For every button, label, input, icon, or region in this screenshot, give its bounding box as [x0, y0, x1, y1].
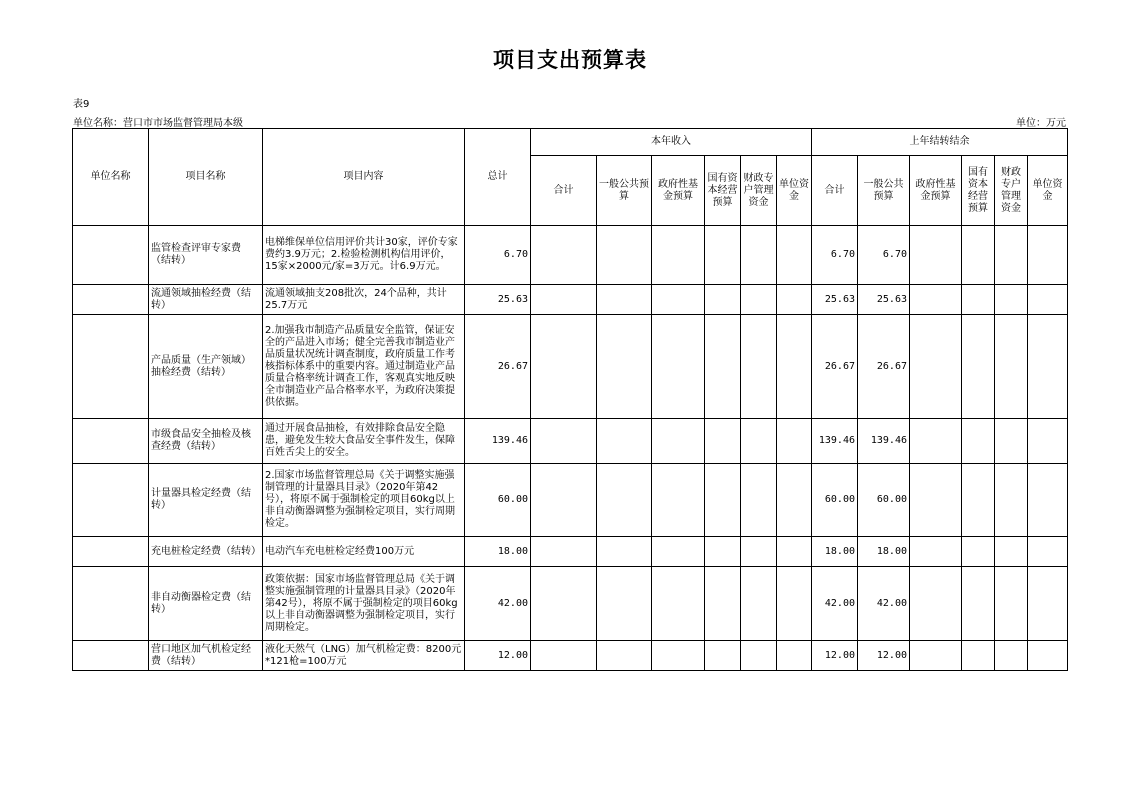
row-project-content: 2.国家市场监督管理总局《关于调整实施强制管理的计量器具目录》（2020年第42号），将原不属于强制检定的项目60kg以上非自动衡器调整为强制检定项目，实行周期检定。 — [263, 464, 465, 537]
row-project-content: 通过开展食品抽检，有效排除食品安全隐患，避免发生较大食品安全事件发生，保障百姓舌尖上的安全。 — [263, 419, 465, 464]
header-fiscal-special: 财政专户管理资金 — [741, 156, 777, 226]
row-project-content: 电梯维保单位信用评价共计30家，评价专家费约3.9万元；2.检验检测机构信用评价，15家×2000元/家=3万元。计6.9万元。 — [263, 226, 465, 285]
header-prev-subtotal: 合计 — [812, 156, 858, 226]
row-unit — [73, 315, 149, 419]
row-unit — [73, 537, 149, 567]
header-prev-carryover: 上年结转结余 — [812, 129, 1068, 156]
row-project-content: 政策依据：国家市场监督管理总局《关于调整实施强制管理的计量器具目录》（2020年第42号），将原不属于强制检定的项目60kg以上非自动衡器调整为强制检定项目，实行周期检定。 — [263, 567, 465, 641]
row-unit — [73, 641, 149, 671]
row-project-name: 计量器具检定经费（结转） — [149, 464, 263, 537]
row-unit — [73, 464, 149, 537]
row-prev-general: 25.63 — [858, 285, 910, 315]
header-state-capital: 国有资本经营预算 — [705, 156, 741, 226]
page-title: 项目支出预算表 — [493, 47, 647, 72]
table-row — [73, 641, 1068, 671]
header-prev-fiscal-special: 财政专户管理资金 — [995, 156, 1028, 226]
row-project-name: 非自动衡器检定费（结转） — [149, 567, 263, 641]
row-total: 60.00 — [465, 464, 531, 537]
row-unit — [73, 419, 149, 464]
budget-table — [72, 128, 1068, 671]
table-row — [73, 315, 1068, 419]
row-project-name: 产品质量（生产领域）抽检经费（结转） — [149, 315, 263, 419]
row-prev-total: 6.70 — [812, 226, 858, 285]
row-prev-general: 6.70 — [858, 226, 910, 285]
header-total: 总计 — [465, 129, 531, 226]
header-project-content: 项目内容 — [263, 129, 465, 226]
row-project-content: 2.加强我市制造产品质量安全监管，保证安全的产品进入市场；健全完善我市制造业产品质量状况统计调查制度，政府质量工作考核指标体系中的重要内容。通过制造业产品质量合格率统计调查工作，客观真实地反映全市制造业产品合格率水平，为政府决策提供依据。 — [263, 315, 465, 419]
table-row — [73, 464, 1068, 537]
row-project-name: 监管检查评审专家费（结转） — [149, 226, 263, 285]
header-unit-name: 单位名称 — [73, 129, 149, 226]
row-total: 18.00 — [465, 537, 531, 567]
row-prev-total: 60.00 — [812, 464, 858, 537]
row-total: 6.70 — [465, 226, 531, 285]
row-project-name: 市级食品安全抽检及核查经费（结转） — [149, 419, 263, 464]
row-prev-total: 25.63 — [812, 285, 858, 315]
row-total: 12.00 — [465, 641, 531, 671]
header-unit-fund: 单位资金 — [777, 156, 812, 226]
table-row — [73, 285, 1068, 315]
row-unit — [73, 567, 149, 641]
unit-name: 单位名称：营口市市场监督管理局本级 — [73, 118, 243, 129]
row-total: 42.00 — [465, 567, 531, 641]
unit-label: 单位：万元 — [1016, 118, 1066, 129]
row-total: 26.67 — [465, 315, 531, 419]
header-general-public: 一般公共预算 — [597, 156, 652, 226]
header-subtotal: 合计 — [531, 156, 597, 226]
row-prev-general: 139.46 — [858, 419, 910, 464]
row-prev-general: 12.00 — [858, 641, 910, 671]
row-total: 25.63 — [465, 285, 531, 315]
row-prev-total: 42.00 — [812, 567, 858, 641]
header-gov-fund: 政府性基金预算 — [652, 156, 705, 226]
row-total: 139.46 — [465, 419, 531, 464]
row-prev-general: 26.67 — [858, 315, 910, 419]
row-prev-total: 139.46 — [812, 419, 858, 464]
row-unit — [73, 285, 149, 315]
row-project-name: 充电桩检定经费（结转） — [149, 537, 263, 567]
row-prev-general: 18.00 — [858, 537, 910, 567]
row-project-content: 流通领域抽支208批次，24个品种，共计25.7万元 — [263, 285, 465, 315]
table-number: 表9 — [73, 99, 90, 110]
row-prev-general: 42.00 — [858, 567, 910, 641]
row-project-name: 营口地区加气机检定经费（结转） — [149, 641, 263, 671]
row-prev-total: 12.00 — [812, 641, 858, 671]
header-prev-gov-fund: 政府性基金预算 — [910, 156, 962, 226]
row-project-name: 流通领域抽检经费（结转） — [149, 285, 263, 315]
row-prev-total: 26.67 — [812, 315, 858, 419]
table-row — [73, 537, 1068, 567]
table-row — [73, 567, 1068, 641]
row-prev-total: 18.00 — [812, 537, 858, 567]
table-row — [73, 419, 1068, 464]
header-prev-unit-fund: 单位资金 — [1028, 156, 1068, 226]
row-project-content: 液化天然气（LNG）加气机检定费：8200元*121枪=100万元 — [263, 641, 465, 671]
row-unit — [73, 226, 149, 285]
header-project-name: 项目名称 — [149, 129, 263, 226]
header-prev-general-public: 一般公共预算 — [858, 156, 910, 226]
header-prev-state-capital: 国有资本经营预算 — [962, 156, 995, 226]
row-project-content: 电动汽车充电桩检定经费100万元 — [263, 537, 465, 567]
header-current-income: 本年收入 — [531, 129, 812, 156]
table-row — [73, 226, 1068, 285]
row-prev-general: 60.00 — [858, 464, 910, 537]
